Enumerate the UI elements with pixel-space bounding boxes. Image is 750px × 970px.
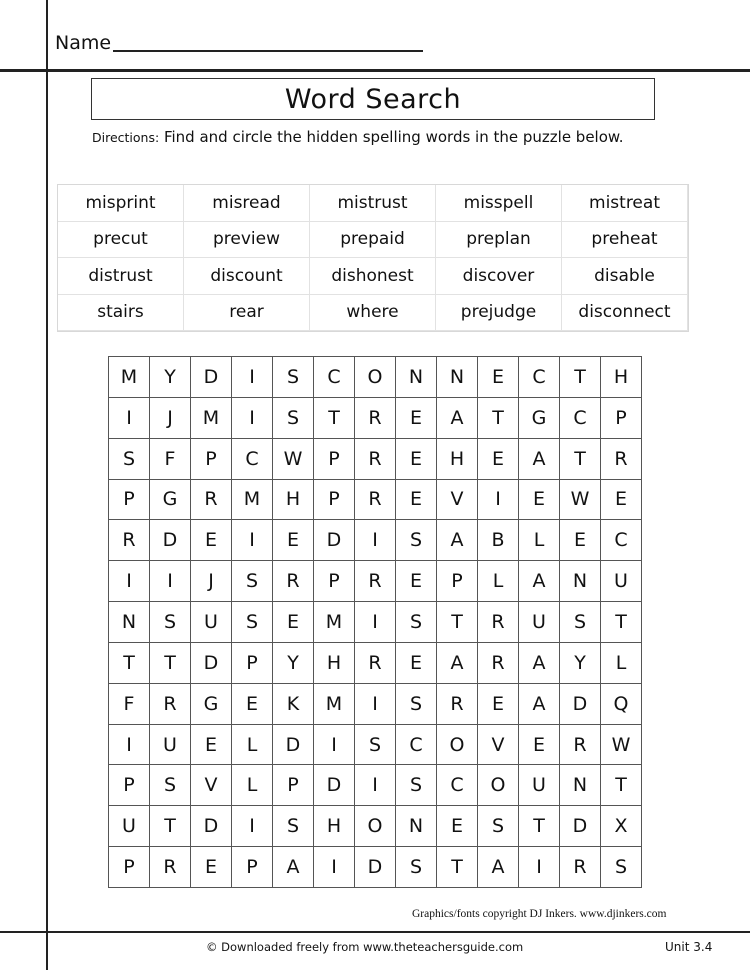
grid-letter[interactable]: R (478, 602, 519, 643)
word-bank-item: misread (184, 185, 310, 222)
grid-letter[interactable]: T (150, 643, 191, 684)
word-bank-item: misspell (436, 185, 562, 222)
grid-letter[interactable]: T (601, 765, 642, 806)
grid-letter[interactable]: D (191, 806, 232, 847)
grid-letter[interactable]: T (478, 398, 519, 439)
word-bank-item: mistrust (310, 185, 436, 222)
grid-letter[interactable]: H (601, 357, 642, 398)
grid-letter[interactable]: I (355, 684, 396, 725)
grid-letter[interactable]: U (519, 765, 560, 806)
grid-letter[interactable]: I (355, 765, 396, 806)
grid-letter[interactable]: O (355, 806, 396, 847)
grid-letter[interactable]: D (150, 520, 191, 561)
grid-letter[interactable]: U (109, 806, 150, 847)
grid-letter[interactable]: S (396, 847, 437, 888)
grid-letter[interactable]: H (314, 806, 355, 847)
grid-letter[interactable]: Q (601, 684, 642, 725)
grid-letter[interactable]: D (314, 765, 355, 806)
grid-letter[interactable]: O (355, 357, 396, 398)
word-bank-item: distrust (58, 258, 184, 295)
grid-letter[interactable]: T (437, 847, 478, 888)
grid-letter[interactable]: R (601, 439, 642, 480)
directions-text: Find and circle the hidden spelling words in the puzzle below. (159, 128, 624, 146)
grid-letter[interactable]: D (191, 643, 232, 684)
grid-letter[interactable]: I (355, 602, 396, 643)
grid-letter[interactable]: A (437, 398, 478, 439)
word-bank (57, 184, 689, 332)
grid-letter[interactable]: H (314, 643, 355, 684)
grid-letter[interactable]: R (273, 561, 314, 602)
grid-letter[interactable]: R (355, 643, 396, 684)
grid-letter[interactable]: A (519, 439, 560, 480)
grid-letter[interactable]: N (109, 602, 150, 643)
grid-letter[interactable]: P (232, 643, 273, 684)
grid-letter[interactable]: I (150, 561, 191, 602)
grid-letter[interactable]: H (437, 439, 478, 480)
grid-letter[interactable]: E (478, 684, 519, 725)
grid-letter[interactable]: E (519, 480, 560, 521)
grid-letter[interactable]: C (560, 398, 601, 439)
grid-letter[interactable]: C (437, 765, 478, 806)
grid-letter[interactable]: J (150, 398, 191, 439)
grid-letter[interactable]: P (273, 765, 314, 806)
header-rule (0, 69, 750, 72)
grid-letter[interactable]: S (150, 602, 191, 643)
grid-letter[interactable]: S (232, 602, 273, 643)
word-bank-item: preview (184, 222, 310, 259)
grid-letter[interactable]: G (150, 480, 191, 521)
grid-letter[interactable]: P (109, 847, 150, 888)
grid-letter[interactable]: D (314, 520, 355, 561)
word-bank-item: disable (562, 258, 688, 295)
grid-letter[interactable]: T (150, 806, 191, 847)
grid-letter[interactable]: I (355, 520, 396, 561)
grid-letter[interactable]: I (232, 398, 273, 439)
word-bank-item: discount (184, 258, 310, 295)
grid-letter[interactable]: S (232, 561, 273, 602)
word-bank-item: misprint (58, 185, 184, 222)
grid-letter[interactable]: S (396, 765, 437, 806)
grid-letter[interactable]: M (191, 398, 232, 439)
grid-letter[interactable]: A (437, 643, 478, 684)
grid-letter[interactable]: L (232, 765, 273, 806)
grid-letter[interactable]: I (314, 847, 355, 888)
word-bank-item: prepaid (310, 222, 436, 259)
grid-letter[interactable]: L (519, 520, 560, 561)
copyright-credit: Graphics/fonts copyright DJ Inkers. www.djinkers.com (412, 908, 667, 920)
grid-letter[interactable]: V (478, 725, 519, 766)
grid-letter[interactable]: O (437, 725, 478, 766)
grid-letter[interactable]: A (519, 643, 560, 684)
grid-letter[interactable]: W (273, 439, 314, 480)
grid-letter[interactable]: V (437, 480, 478, 521)
grid-letter[interactable]: C (519, 357, 560, 398)
grid-letter[interactable]: M (314, 602, 355, 643)
grid-letter[interactable]: D (355, 847, 396, 888)
grid-letter[interactable]: P (314, 480, 355, 521)
word-bank-item: preplan (436, 222, 562, 259)
grid-letter[interactable]: P (232, 847, 273, 888)
name-label: Name (55, 32, 112, 54)
unit-label: Unit 3.4 (665, 940, 713, 954)
grid-letter[interactable]: U (519, 602, 560, 643)
grid-letter[interactable]: I (232, 357, 273, 398)
grid-letter[interactable]: P (437, 561, 478, 602)
grid-letter[interactable]: S (273, 806, 314, 847)
grid-letter[interactable]: E (191, 847, 232, 888)
grid-letter[interactable]: E (232, 684, 273, 725)
grid-letter[interactable]: P (314, 561, 355, 602)
grid-letter[interactable]: U (601, 561, 642, 602)
grid-letter[interactable]: W (560, 480, 601, 521)
grid-letter[interactable]: T (437, 602, 478, 643)
grid-letter[interactable]: Y (560, 643, 601, 684)
grid-letter[interactable]: N (560, 765, 601, 806)
grid-letter[interactable]: E (273, 602, 314, 643)
grid-letter[interactable]: S (560, 602, 601, 643)
word-search-grid (108, 356, 642, 888)
word-bank-item: preheat (562, 222, 688, 259)
grid-letter[interactable]: I (478, 480, 519, 521)
grid-letter[interactable]: E (396, 398, 437, 439)
grid-letter[interactable]: R (109, 520, 150, 561)
grid-letter[interactable]: M (314, 684, 355, 725)
grid-letter[interactable]: O (478, 765, 519, 806)
grid-letter[interactable]: D (560, 684, 601, 725)
grid-letter[interactable]: E (396, 643, 437, 684)
grid-letter[interactable]: E (396, 480, 437, 521)
grid-letter[interactable]: E (519, 725, 560, 766)
grid-letter[interactable]: V (191, 765, 232, 806)
grid-letter[interactable]: T (519, 806, 560, 847)
grid-letter[interactable]: M (109, 357, 150, 398)
grid-letter[interactable]: T (109, 643, 150, 684)
grid-letter[interactable]: C (314, 357, 355, 398)
word-bank-item: precut (58, 222, 184, 259)
grid-letter[interactable]: R (355, 439, 396, 480)
grid-letter[interactable]: E (396, 439, 437, 480)
grid-letter[interactable]: T (560, 357, 601, 398)
grid-letter[interactable]: S (396, 602, 437, 643)
grid-letter[interactable]: E (560, 520, 601, 561)
grid-letter[interactable]: C (232, 439, 273, 480)
word-bank-item: prejudge (436, 295, 562, 332)
grid-letter[interactable]: P (314, 439, 355, 480)
grid-letter[interactable]: S (109, 439, 150, 480)
directions-label: Directions: (92, 130, 160, 145)
grid-letter[interactable]: I (232, 520, 273, 561)
grid-letter[interactable]: S (601, 847, 642, 888)
grid-letter[interactable]: S (478, 806, 519, 847)
grid-letter[interactable]: S (273, 398, 314, 439)
grid-letter[interactable]: C (396, 725, 437, 766)
grid-letter[interactable]: R (560, 847, 601, 888)
word-bank-item: dishonest (310, 258, 436, 295)
grid-letter[interactable]: A (478, 847, 519, 888)
grid-letter[interactable]: N (560, 561, 601, 602)
grid-letter[interactable]: L (478, 561, 519, 602)
grid-letter[interactable]: R (478, 643, 519, 684)
download-source: © Downloaded freely from www.theteachersguide.com (206, 940, 524, 954)
grid-letter[interactable]: I (109, 561, 150, 602)
grid-letter[interactable]: E (478, 439, 519, 480)
directions (92, 128, 624, 146)
grid-letter[interactable]: P (109, 480, 150, 521)
grid-letter[interactable]: R (191, 480, 232, 521)
title-box (91, 78, 655, 120)
grid-letter[interactable]: A (519, 561, 560, 602)
grid-letter[interactable]: A (519, 684, 560, 725)
grid-letter[interactable]: W (601, 725, 642, 766)
grid-letter[interactable]: A (273, 847, 314, 888)
grid-letter[interactable]: S (355, 725, 396, 766)
grid-letter[interactable]: D (273, 725, 314, 766)
grid-letter[interactable]: G (519, 398, 560, 439)
grid-letter[interactable]: G (191, 684, 232, 725)
word-bank-item: disconnect (562, 295, 688, 332)
grid-letter[interactable]: I (109, 398, 150, 439)
grid-letter[interactable]: S (150, 765, 191, 806)
grid-letter[interactable]: N (396, 806, 437, 847)
grid-letter[interactable]: E (191, 520, 232, 561)
grid-letter[interactable]: I (314, 725, 355, 766)
word-bank-item: stairs (58, 295, 184, 332)
grid-letter[interactable]: T (560, 439, 601, 480)
grid-letter[interactable]: H (273, 480, 314, 521)
grid-letter[interactable]: D (191, 357, 232, 398)
grid-letter[interactable]: U (191, 602, 232, 643)
grid-letter[interactable]: N (437, 357, 478, 398)
grid-letter[interactable]: R (150, 847, 191, 888)
worksheet-title: Word Search (284, 83, 462, 115)
grid-letter[interactable]: E (273, 520, 314, 561)
word-bank-item: mistreat (562, 185, 688, 222)
grid-letter[interactable]: R (150, 684, 191, 725)
grid-letter[interactable]: J (191, 561, 232, 602)
grid-letter[interactable]: I (109, 725, 150, 766)
grid-letter[interactable]: I (519, 847, 560, 888)
grid-letter[interactable]: D (560, 806, 601, 847)
grid-letter[interactable]: Y (150, 357, 191, 398)
grid-letter[interactable]: L (601, 643, 642, 684)
grid-letter[interactable]: P (191, 439, 232, 480)
grid-letter[interactable]: R (355, 480, 396, 521)
grid-letter[interactable]: F (109, 684, 150, 725)
grid-letter[interactable]: R (355, 561, 396, 602)
word-bank-item: rear (184, 295, 310, 332)
margin-line (46, 0, 48, 970)
grid-letter[interactable]: R (560, 725, 601, 766)
grid-letter[interactable]: X (601, 806, 642, 847)
name-blank-line (113, 50, 423, 52)
grid-letter[interactable]: K (273, 684, 314, 725)
grid-letter[interactable]: P (109, 765, 150, 806)
grid-letter[interactable]: E (601, 480, 642, 521)
grid-letter[interactable]: S (273, 357, 314, 398)
grid-letter[interactable]: R (437, 684, 478, 725)
grid-letter[interactable]: M (232, 480, 273, 521)
grid-letter[interactable]: I (232, 806, 273, 847)
grid-letter[interactable]: E (437, 806, 478, 847)
grid-letter[interactable]: N (396, 357, 437, 398)
grid-letter[interactable]: B (478, 520, 519, 561)
grid-letter[interactable]: S (396, 684, 437, 725)
footer-rule (0, 931, 750, 933)
grid-letter[interactable]: T (601, 602, 642, 643)
grid-letter[interactable]: R (355, 398, 396, 439)
grid-letter[interactable]: L (232, 725, 273, 766)
grid-letter[interactable]: S (396, 520, 437, 561)
grid-letter[interactable]: A (437, 520, 478, 561)
grid-letter[interactable]: U (150, 725, 191, 766)
word-bank-item: where (310, 295, 436, 332)
grid-letter[interactable]: P (601, 398, 642, 439)
name-field (55, 32, 423, 54)
grid-letter[interactable]: Y (273, 643, 314, 684)
grid-letter[interactable]: E (478, 357, 519, 398)
word-bank-item: discover (436, 258, 562, 295)
grid-letter[interactable]: E (191, 725, 232, 766)
grid-letter[interactable]: C (601, 520, 642, 561)
grid-letter[interactable]: E (396, 561, 437, 602)
grid-letter[interactable]: T (314, 398, 355, 439)
grid-letter[interactable]: F (150, 439, 191, 480)
